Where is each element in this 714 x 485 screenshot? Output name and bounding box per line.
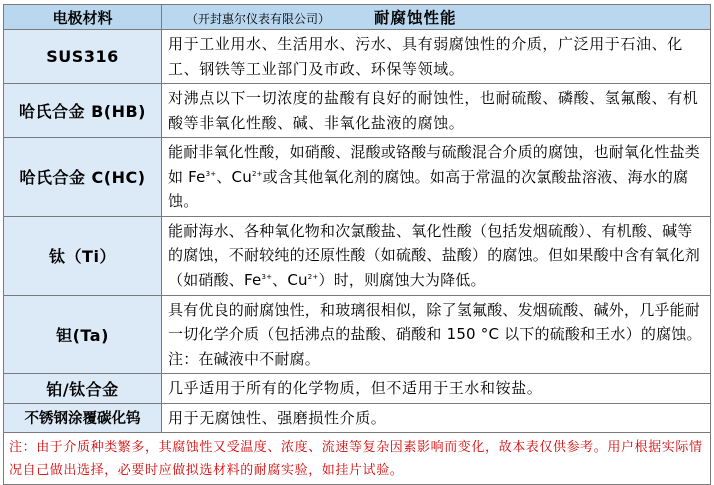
header-electrode-material: 电极材料 <box>4 5 162 30</box>
material-name: 钽(Ta) <box>4 295 162 374</box>
material-name: 哈氏合金 C(HC) <box>4 138 162 217</box>
material-description: 具有优良的耐腐蚀性，和玻璃很相似，除了氢氟酸、发烟硫酸、碱外，几乎能耐一切化学介质（包括沸点的盐酸、硝酸和 150 °C 以下的硫酸和王水）的腐蚀。注：在碱液中不耐腐。 <box>162 295 711 374</box>
description-text: 或含其他氧化剂的腐蚀。如高于常温的次氯酸盐溶液、海水的腐蚀。 <box>168 167 689 210</box>
table-header-row <box>4 5 711 30</box>
table-row-sus316 <box>4 30 711 84</box>
header-source-company: （开封惠尔仪表有限公司） <box>186 12 331 26</box>
description-text: ）时，则腐蚀大为降低。 <box>318 270 486 289</box>
material-description: 几乎适用于所有的化学物质，但不适用于王水和铵盐。 <box>162 374 711 404</box>
material-description <box>162 216 711 295</box>
description-text: 能耐非氧化性酸，如硝酸、混酸或铬酸与硫酸混合介质的腐蚀，也耐氧化性盐类如 Fe <box>168 143 701 186</box>
material-description: 对沸点以下一切浓度的盐酸有良好的耐蚀性，也耐硫酸、磷酸、氢氟酸、有机酸等非氧化性酸、碱、非氧化盐液的腐蚀。 <box>162 84 711 138</box>
corrosion-resistance-table <box>3 4 711 485</box>
table-row-titanium <box>4 216 711 295</box>
ion-charge: 3+ <box>261 272 273 281</box>
table-row-hastelloy-b <box>4 84 711 138</box>
table-row-tantalum <box>4 295 711 374</box>
header-right-cell <box>162 5 711 30</box>
description-text: 能耐海水、各种氧化物和次氯酸盐、氧化性酸（包括发烟硫酸）、有机酸、碱等的腐蚀，不耐较纯的还原性酸（如硫酸、盐酸）的腐蚀。但如果酸中含有氧化剂（如硝酸、Fe <box>168 221 701 289</box>
material-name: 钛（Ti） <box>4 216 162 295</box>
material-description: 用于工业用水、生活用水、污水、具有弱腐蚀性的介质，广泛用于石油、化工、钢铁等工业部门及市政、环保等领域。 <box>162 30 711 84</box>
header-corrosion-performance: 耐腐蚀性能 <box>374 9 457 27</box>
table-row-tungsten-carbide <box>4 403 711 433</box>
material-description: 用于无腐蚀性、强磨损性介质。 <box>162 403 711 433</box>
table-row-hastelloy-c <box>4 138 711 217</box>
ion-charge: 2+ <box>307 272 319 281</box>
material-name: SUS316 <box>4 30 162 84</box>
description-text: 、Cu <box>272 270 308 289</box>
table-note-row <box>4 433 711 485</box>
description-text: 、Cu <box>216 167 252 186</box>
material-description <box>162 138 711 217</box>
disclaimer-note: 注：由于介质种类繁多，其腐蚀性又受温度、浓度、流速等复杂因素影响而变化，故本表仅供参考。用户根据实际情况自己做出选择，必要时应做拟选材料的耐腐实验，如挂片试验。 <box>4 433 711 485</box>
material-name: 不锈钢涂覆碳化钨 <box>4 403 162 433</box>
table-row-platinum-titanium <box>4 374 711 404</box>
material-name: 哈氏合金 B(HB) <box>4 84 162 138</box>
ion-charge: 2+ <box>251 169 263 178</box>
ion-charge: 3+ <box>205 169 217 178</box>
material-name: 铂/钛合金 <box>4 374 162 404</box>
